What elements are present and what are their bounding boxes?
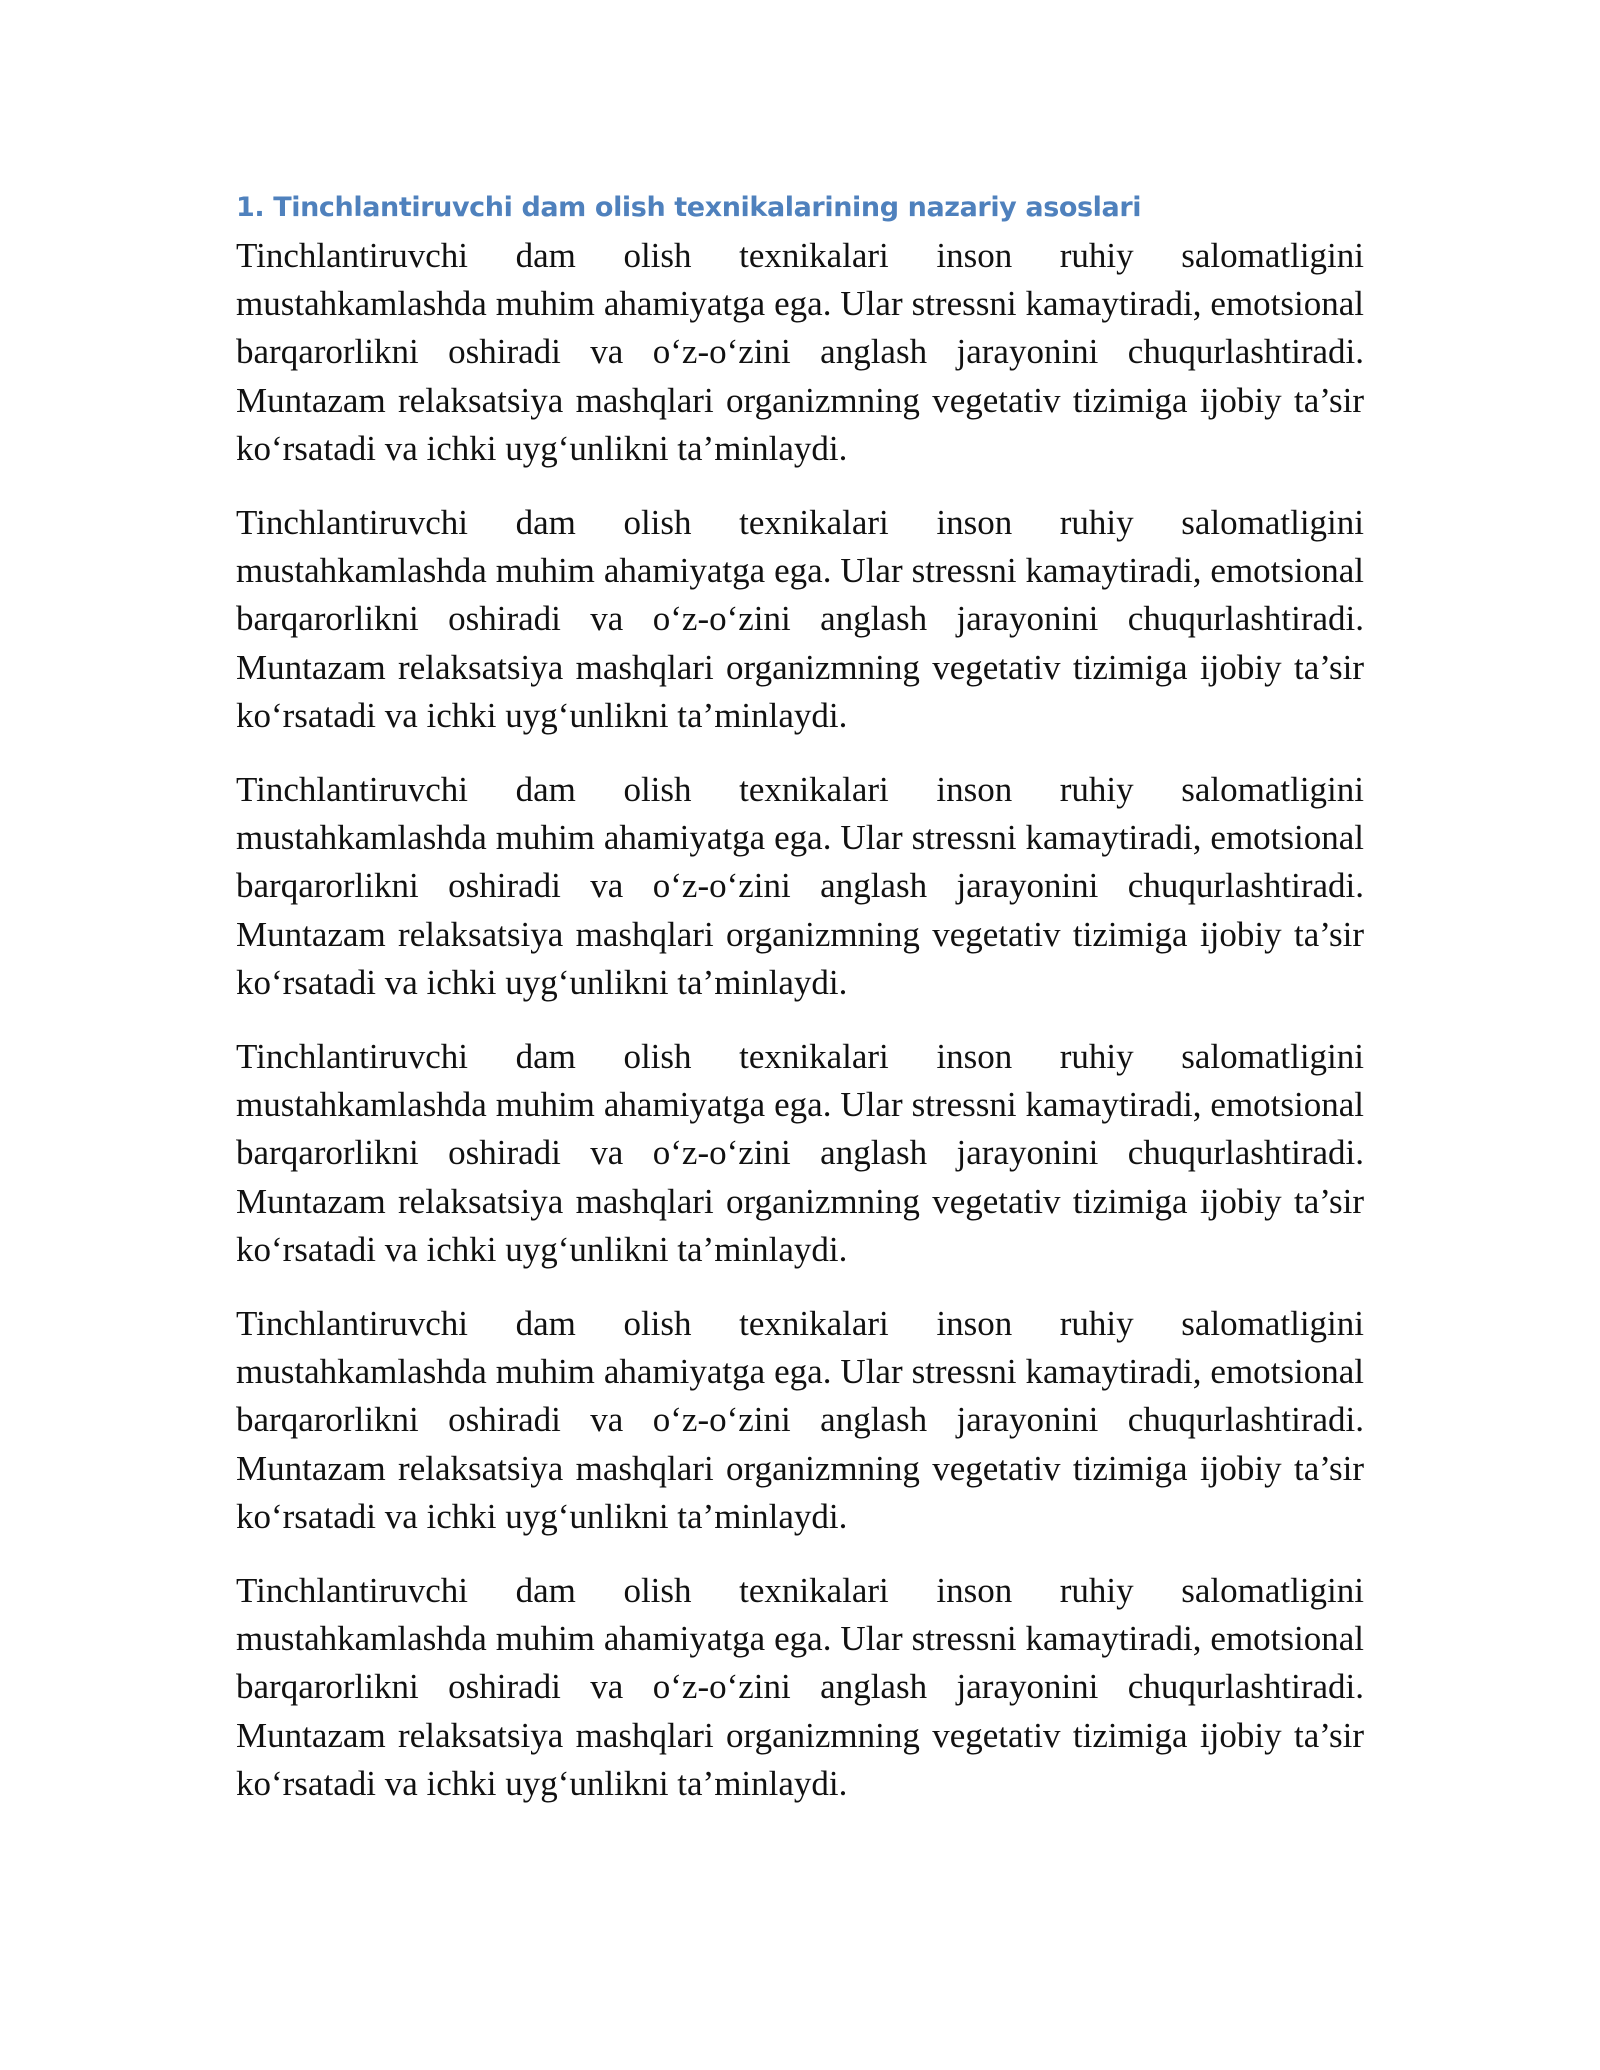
body-paragraph-2: Tinchlantiruvchi dam olish texnikalari inson ruhiy salomatligini mustahkamlashda muhim ahamiyatga ega. Ular stressni kamaytiradi, emotsional barqarorlikni oshiradi va o‘z-o‘zini anglash jarayonini chuqurlashtiradi. Muntazam relaksatsiya mashqlari organizmning vegetativ tizimiga ijobiy ta’sir ko‘rsatadi va ichki uyg‘unlikni ta’minlaydi. xyxy=(236,503,1364,735)
body-paragraph-4: Tinchlantiruvchi dam olish texnikalari inson ruhiy salomatligini mustahkamlashda muhim ahamiyatga ega. Ular stressni kamaytiradi, emotsional barqarorlikni oshiradi va o‘z-o‘zini anglash jarayonini chuqurlashtiradi. Muntazam relaksatsiya mashqlari organizmning vegetativ tizimiga ijobiy ta’sir ko‘rsatadi va ichki uyg‘unlikni ta’minlaydi. xyxy=(236,1037,1364,1269)
section-heading: 1. Tinchlantiruvchi dam olish texnikalarining nazariy asoslari xyxy=(236,192,1142,223)
body-paragraph-1: Tinchlantiruvchi dam olish texnikalari inson ruhiy salomatligini mustahkamlashda muhim ahamiyatga ega. Ular stressni kamaytiradi, emotsional barqarorlikni oshiradi va o‘z-o‘zini anglash jarayonini chuqurlashtiradi. Muntazam relaksatsiya mashqlari organizmning vegetativ tizimiga ijobiy ta’sir ko‘rsatadi va ichki uyg‘unlikni ta’minlaydi. xyxy=(236,236,1364,468)
body-paragraph-5: Tinchlantiruvchi dam olish texnikalari inson ruhiy salomatligini mustahkamlashda muhim ahamiyatga ega. Ular stressni kamaytiradi, emotsional barqarorlikni oshiradi va o‘z-o‘zini anglash jarayonini chuqurlashtiradi. Muntazam relaksatsiya mashqlari organizmning vegetativ tizimiga ijobiy ta’sir ko‘rsatadi va ichki uyg‘unlikni ta’minlaydi. xyxy=(236,1304,1364,1536)
body-paragraph-3: Tinchlantiruvchi dam olish texnikalari inson ruhiy salomatligini mustahkamlashda muhim ahamiyatga ega. Ular stressni kamaytiradi, emotsional barqarorlikni oshiradi va o‘z-o‘zini anglash jarayonini chuqurlashtiradi. Muntazam relaksatsiya mashqlari organizmning vegetativ tizimiga ijobiy ta’sir ko‘rsatadi va ichki uyg‘unlikni ta’minlaydi. xyxy=(236,770,1364,1002)
body-paragraph-6: Tinchlantiruvchi dam olish texnikalari inson ruhiy salomatligini mustahkamlashda muhim ahamiyatga ega. Ular stressni kamaytiradi, emotsional barqarorlikni oshiradi va o‘z-o‘zini anglash jarayonini chuqurlashtiradi. Muntazam relaksatsiya mashqlari organizmning vegetativ tizimiga ijobiy ta’sir ko‘rsatadi va ichki uyg‘unlikni ta’minlaydi. xyxy=(236,1571,1364,1803)
document-body xyxy=(236,190,1364,1834)
